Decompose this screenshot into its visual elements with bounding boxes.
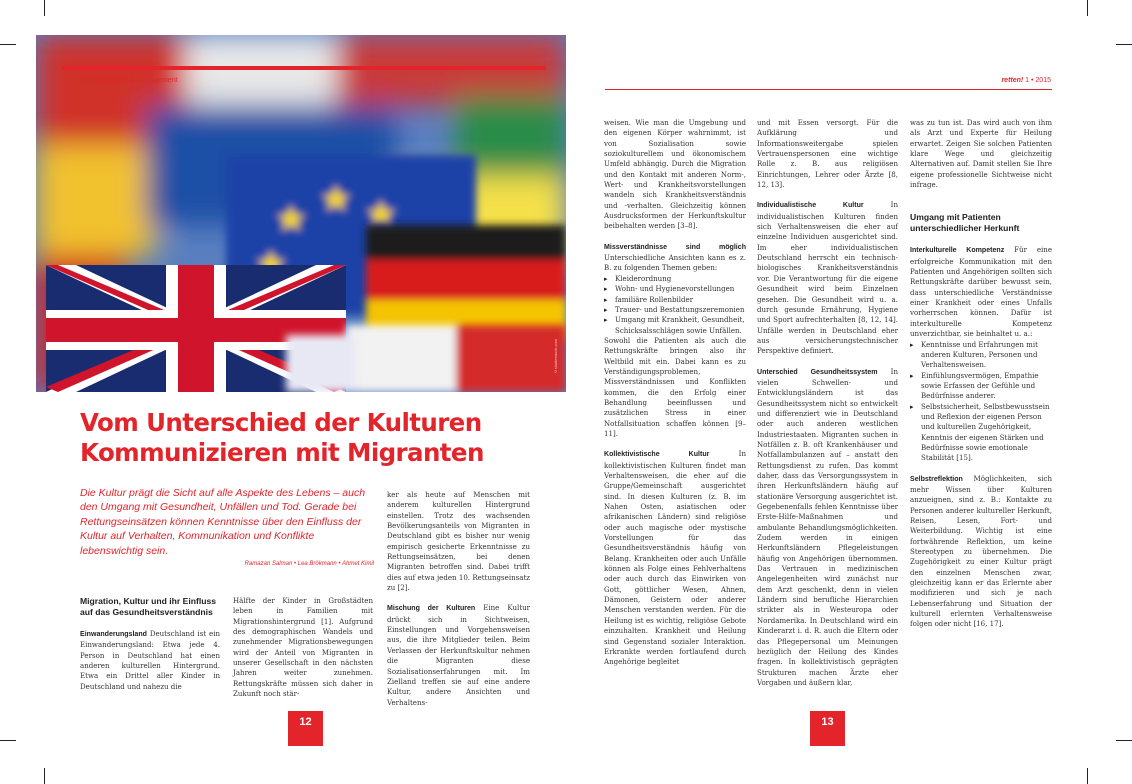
crop-mark xyxy=(1087,768,1088,784)
right-column-3 xyxy=(910,118,1052,630)
crop-mark xyxy=(1116,740,1132,741)
list-item: ▸ familiäre Rollenbilder xyxy=(604,295,746,305)
list-item: ▸ Kenntnisse und Erfahrungen mit anderen Kulturen, Personen und Verhaltensweisen. xyxy=(910,340,1052,371)
page-number-right: 13 xyxy=(810,711,845,746)
crop-mark xyxy=(44,0,45,16)
issue-number: 1 • 2015 xyxy=(1023,77,1051,84)
body-text: Hälfte der Kinder in Großstädten leben in Familien mit Migrationshintergrund [1]. Aufgrund des demographischen Wandels und zunehmender Migrationsbewegungen wird der Anteil von Migranten in unserer Gesellschaft in den nächsten Jahren weiter zunehmen. Rettungskräfte müssen sich daher in Zukunft noch stär- xyxy=(233,596,373,699)
crop-mark xyxy=(0,44,16,45)
bullet-list xyxy=(604,274,746,336)
run-in-heading: Interkulturelle Kompetenz xyxy=(910,247,1005,255)
hero-flags-image xyxy=(36,35,566,392)
article-lead: Die Kultur prägt die Sicht auf alle Aspekte des Lebens – auch den Umgang mit Gesundheit, Unfällen und Tod. Gerade bei Rettungseinsätzen können Kenntnisse über den Einfluss der Kultur auf Verhalten, Kommunikation und Konflikte lebenswichtig sein. xyxy=(80,487,366,557)
body-text: Deutschland ist ein Einwanderungsland: Etwa jede 4. Person in Deutschland hat einen anderen kulturellen Hintergrund. Etwa ein Drittel aller Kinder in Deutschland und nahezu die xyxy=(80,629,220,691)
title-line-1: Vom Unterschied der Kulturen xyxy=(80,408,482,437)
crop-mark xyxy=(1087,0,1088,16)
body-text: Möglichkeiten, sich mehr Wissen über Kulturen anzueignen, sind z. B.: Kontakte zu Personen anderer kultureller Herkunft, Reisen, Lesen, Fort- und Weiterbildung. Wichtig ist eine fortwährende Reflektion, um keine Stereotypen zu übernehmen. Die Zugehörigkeit zu einer Kultur prägt den einzelnen Menschen zwar, gleichzeitig kann er das Erlernte aber modifizieren und sich je nach Lebenserfahrung und Situation der kulturell erlernten Verhaltensweise folgen oder nicht [16, 17]. xyxy=(910,473,1052,629)
list-item: ▸ Umgang mit Krankheit, Gesundheit, Schicksalsschlägen sowie Unfällen. xyxy=(604,315,746,336)
flags-of-many-nations-icon xyxy=(36,35,566,392)
page-number-left: 12 xyxy=(288,711,323,746)
run-in-heading: Unterschied Gesundheitssystem xyxy=(757,368,878,376)
left-column-3 xyxy=(387,490,530,708)
title-line-2: Kommunizieren mit Migranten xyxy=(80,438,484,467)
list-item: ▸ Selbstsicherheit, Selbstbewusstsein und Reflexion der eigenen Person und kulturellen Zugehörigkeit, Kenntnis der eigenen Stärken und Bedürfnisse sowie emotionale Stabilität [15]. xyxy=(910,402,1052,464)
magazine-name: retten! xyxy=(1001,77,1024,84)
run-in-heading: Selbstreflektion xyxy=(910,475,963,483)
crop-mark xyxy=(0,740,16,741)
right-column-2 xyxy=(757,118,898,688)
body-text: In kollektivistischen Kulturen findet man Verhaltensweisen, die eher auf die Gruppe/Gemeinschaft ausgerichtet sind. In diesen Kulturen (z. B. im Nahen Osten, asiatischen oder afrikanischen Ländern) sind religiöse oder auch magische oder mystische Vorstellungen für das Gesundheitsverständnis häufig von Belang. Krankheiten oder auch Unfälle können als Folge eines Fehlverhaltens oder auch durch das Einwirken von Gott, göttlicher Wesen, Ahnen, Dämonen, Geistern oder anderer Menschen verstanden werden. Für die Heilung ist es wichtig, religiöse Gebote einzuhalten. Krankheit und Heilung sind Gegenstand sozialer Interaktion. Erkrankte werden fortlaufend durch Angehörige begleitet xyxy=(604,449,746,667)
body-text: ker als heute auf Menschen mit anderem kulturellen Hintergrund einstellen. Trotz des wachsenden Bevölkerungsanteils von Migranten in Deutschland gibt es bisher nur wenig empirisch gesicherte Erkenntnisse zu Rettungseinsätzen, bei denen Migranten betroffen sind. Dabei trifft dies auf etwa jeden 10. Rettungseinsatz zu [2]. xyxy=(387,490,530,593)
list-item: ▸ Kleiderordnung xyxy=(604,274,746,284)
left-column-1 xyxy=(80,596,220,692)
body-text: was zu tun ist. Das wird auch von ihm als Arzt und Experte für Heilung erwartet. Zeigen Sie solchen Patienten klare Wege und gleichzeitig Alternativen auf. Damit stellen Sie Ihre eigene professionelle Sichtweise nicht infrage. xyxy=(910,118,1052,190)
crop-mark xyxy=(1116,44,1132,45)
run-in-heading: Einwanderungsland xyxy=(80,631,147,638)
body-text: weisen. Wie man die Umgebung und den eigenen Körper wahrnimmt, ist von Sozialisation sowie soziokulturellem und ökonomischem Umfeld abhängig. Durch die Migration und den Kontakt mit anderen Norm-, Wert- und Krankheitsvorstellungen wandeln sich Krankheitsverständnis und -verhalten. Gleichzeitig können Ausdrucksformen der Herkunftskultur beibehalten werden [3–8]. xyxy=(604,118,746,231)
subheading: Umgang mit Patienten unterschiedlicher Herkunft xyxy=(910,212,1020,234)
magazine-header xyxy=(1001,77,1051,84)
body-text: Sowohl die Patienten als auch die Rettungskräfte bringen also ihr Weltbild mit ein. Dabei kann es zu Verständigungsproblemen, Missverständnissen und Konflikten kommen, die den Erfolg einer Behandlung beeinflussen und zusätzlichen Stress in einer Notfallsituation schaffen können [9–11]. xyxy=(604,335,746,438)
list-item: ▸ Trauer- und Bestattungszeremonien xyxy=(604,305,746,315)
body-text: Für eine erfolgreiche Kommunikation mit den Patienten und Angehörigen sollten sich Rettungskräfte darüber bewusst sein, dass unterschiedliche Verständnisse einer Krankheit oder eines Unfalls vorherrschen können. Dafür ist interkulturelle Kompetenz unverzichtbar, sie beinhaltet u. a.: xyxy=(910,245,1052,339)
crop-mark xyxy=(44,768,45,784)
section-label: Kommunikation & Management xyxy=(80,77,178,84)
article-title xyxy=(80,408,540,468)
bullet-list xyxy=(910,340,1052,464)
subheading: Migration, Kultur und ihr Einfluss auf das Gesundheitsverständnis xyxy=(80,596,217,617)
run-in-heading: Kollektivistische Kultur xyxy=(604,451,710,459)
left-column-2 xyxy=(233,596,373,699)
list-item: ▸ Einfühlungsvermögen, Empathie sowie Erfassen der Gefühle und Bedürfnisse anderer. xyxy=(910,371,1052,402)
body-text: In individualistischen Kulturen finden sich Verhaltensweisen die eher auf einzelne Individuen ausgerichtet sind. Im eher individualistischen Deutschland herrscht ein technisch-biologisches Krankheitsverständnis vor. Die Verantwortung für die eigene Gesundheit wird beim Einzelnen gesehen. Die Gesundheit wird u. a. durch gesunde Ernährung, Hygiene und Sport aufrechterhalten [8, 12, 14]. Unfälle werden in Deutschland eher aus versicherungstechnischer Perspektive definiert. xyxy=(757,200,898,356)
body-text: Unterschiedliche Ansichten kann es z. B. zu folgenden Themen geben: xyxy=(604,253,746,273)
run-in-heading: Mischung der Kulturen xyxy=(387,605,476,613)
header-rule xyxy=(605,89,1052,90)
run-in-heading: Individualistische Kultur xyxy=(757,202,864,210)
body-text: Eine Kultur drückt sich in Sichtweisen, Einstellungen und Vorgehensweisen aus, die ihre Mitglieder teilen. Beim Verlassen der Herkunftskultur nehmen die Migranten diese Sozialisationserfahrungen mit. Im Zielland treffen sie auf eine andere Kultur, andere Ansichten und Verhaltens- xyxy=(387,603,530,707)
header-accent-bar xyxy=(62,66,546,70)
body-text: In vielen Schwellen- und Entwicklungsländern ist das Gesundheitssystem nicht so entwickelt und differenziert wie in Deutschland oder auch anderen westlichen Industriestaaten. Migranten suchen in Notfällen z. B. oft Krankenhäuser und Notfallambulanzen auf – anstatt den Rettungsdienst zu rufen. Das kommt daher, dass das Versorgungssystem in ihren Herkunftsländern häufig auf stationäre Versorgung ausgerichtet ist. Gegebenenfalls fehlen Kenntnisse über Erste-Hilfe-Maßnahmen und ambulante Behandlungsmöglichkeiten. Zudem werden in einigen Herkunftsländern Pflegeleistungen häufig von Angehörigen übernommen. Das Vertrauen in medizinischen Angelegenheiten wird zunächst nur dem Arzt geschenkt, denn in vielen Ländern sind berufliche Hierarchien strikter als in Westeuropa oder Nordamerika. In Deutschland wird ein Kinderarzt i. d. R. auch die Eltern oder das Pflegepersonal um Meinungen bezüglich der Heilung des Kindes fragen. In kollektivistisch geprägten Strukturen machen Ärzte eher Vorgaben und äußern klar, xyxy=(757,366,898,687)
body-text: und mit Essen versorgt. Für die Aufklärung und Informationsweitergabe spielen Vertrauenspersonen eine wichtige Rolle z. B. aus religiösen Einrichtungen, Lehrer oder Ärzte [8, 12, 13]. xyxy=(757,118,898,190)
article-authors: Ramazan Salman • Lea Brökmann • Ahmet Kimil xyxy=(244,561,374,567)
run-in-heading: Missverständnisse sind möglich xyxy=(604,243,746,251)
right-column-1 xyxy=(604,118,746,668)
photo-credit: ©shutterstock.com xyxy=(553,338,558,374)
list-item: ▸ Wohn- und Hygienevorstellungen xyxy=(604,284,746,294)
